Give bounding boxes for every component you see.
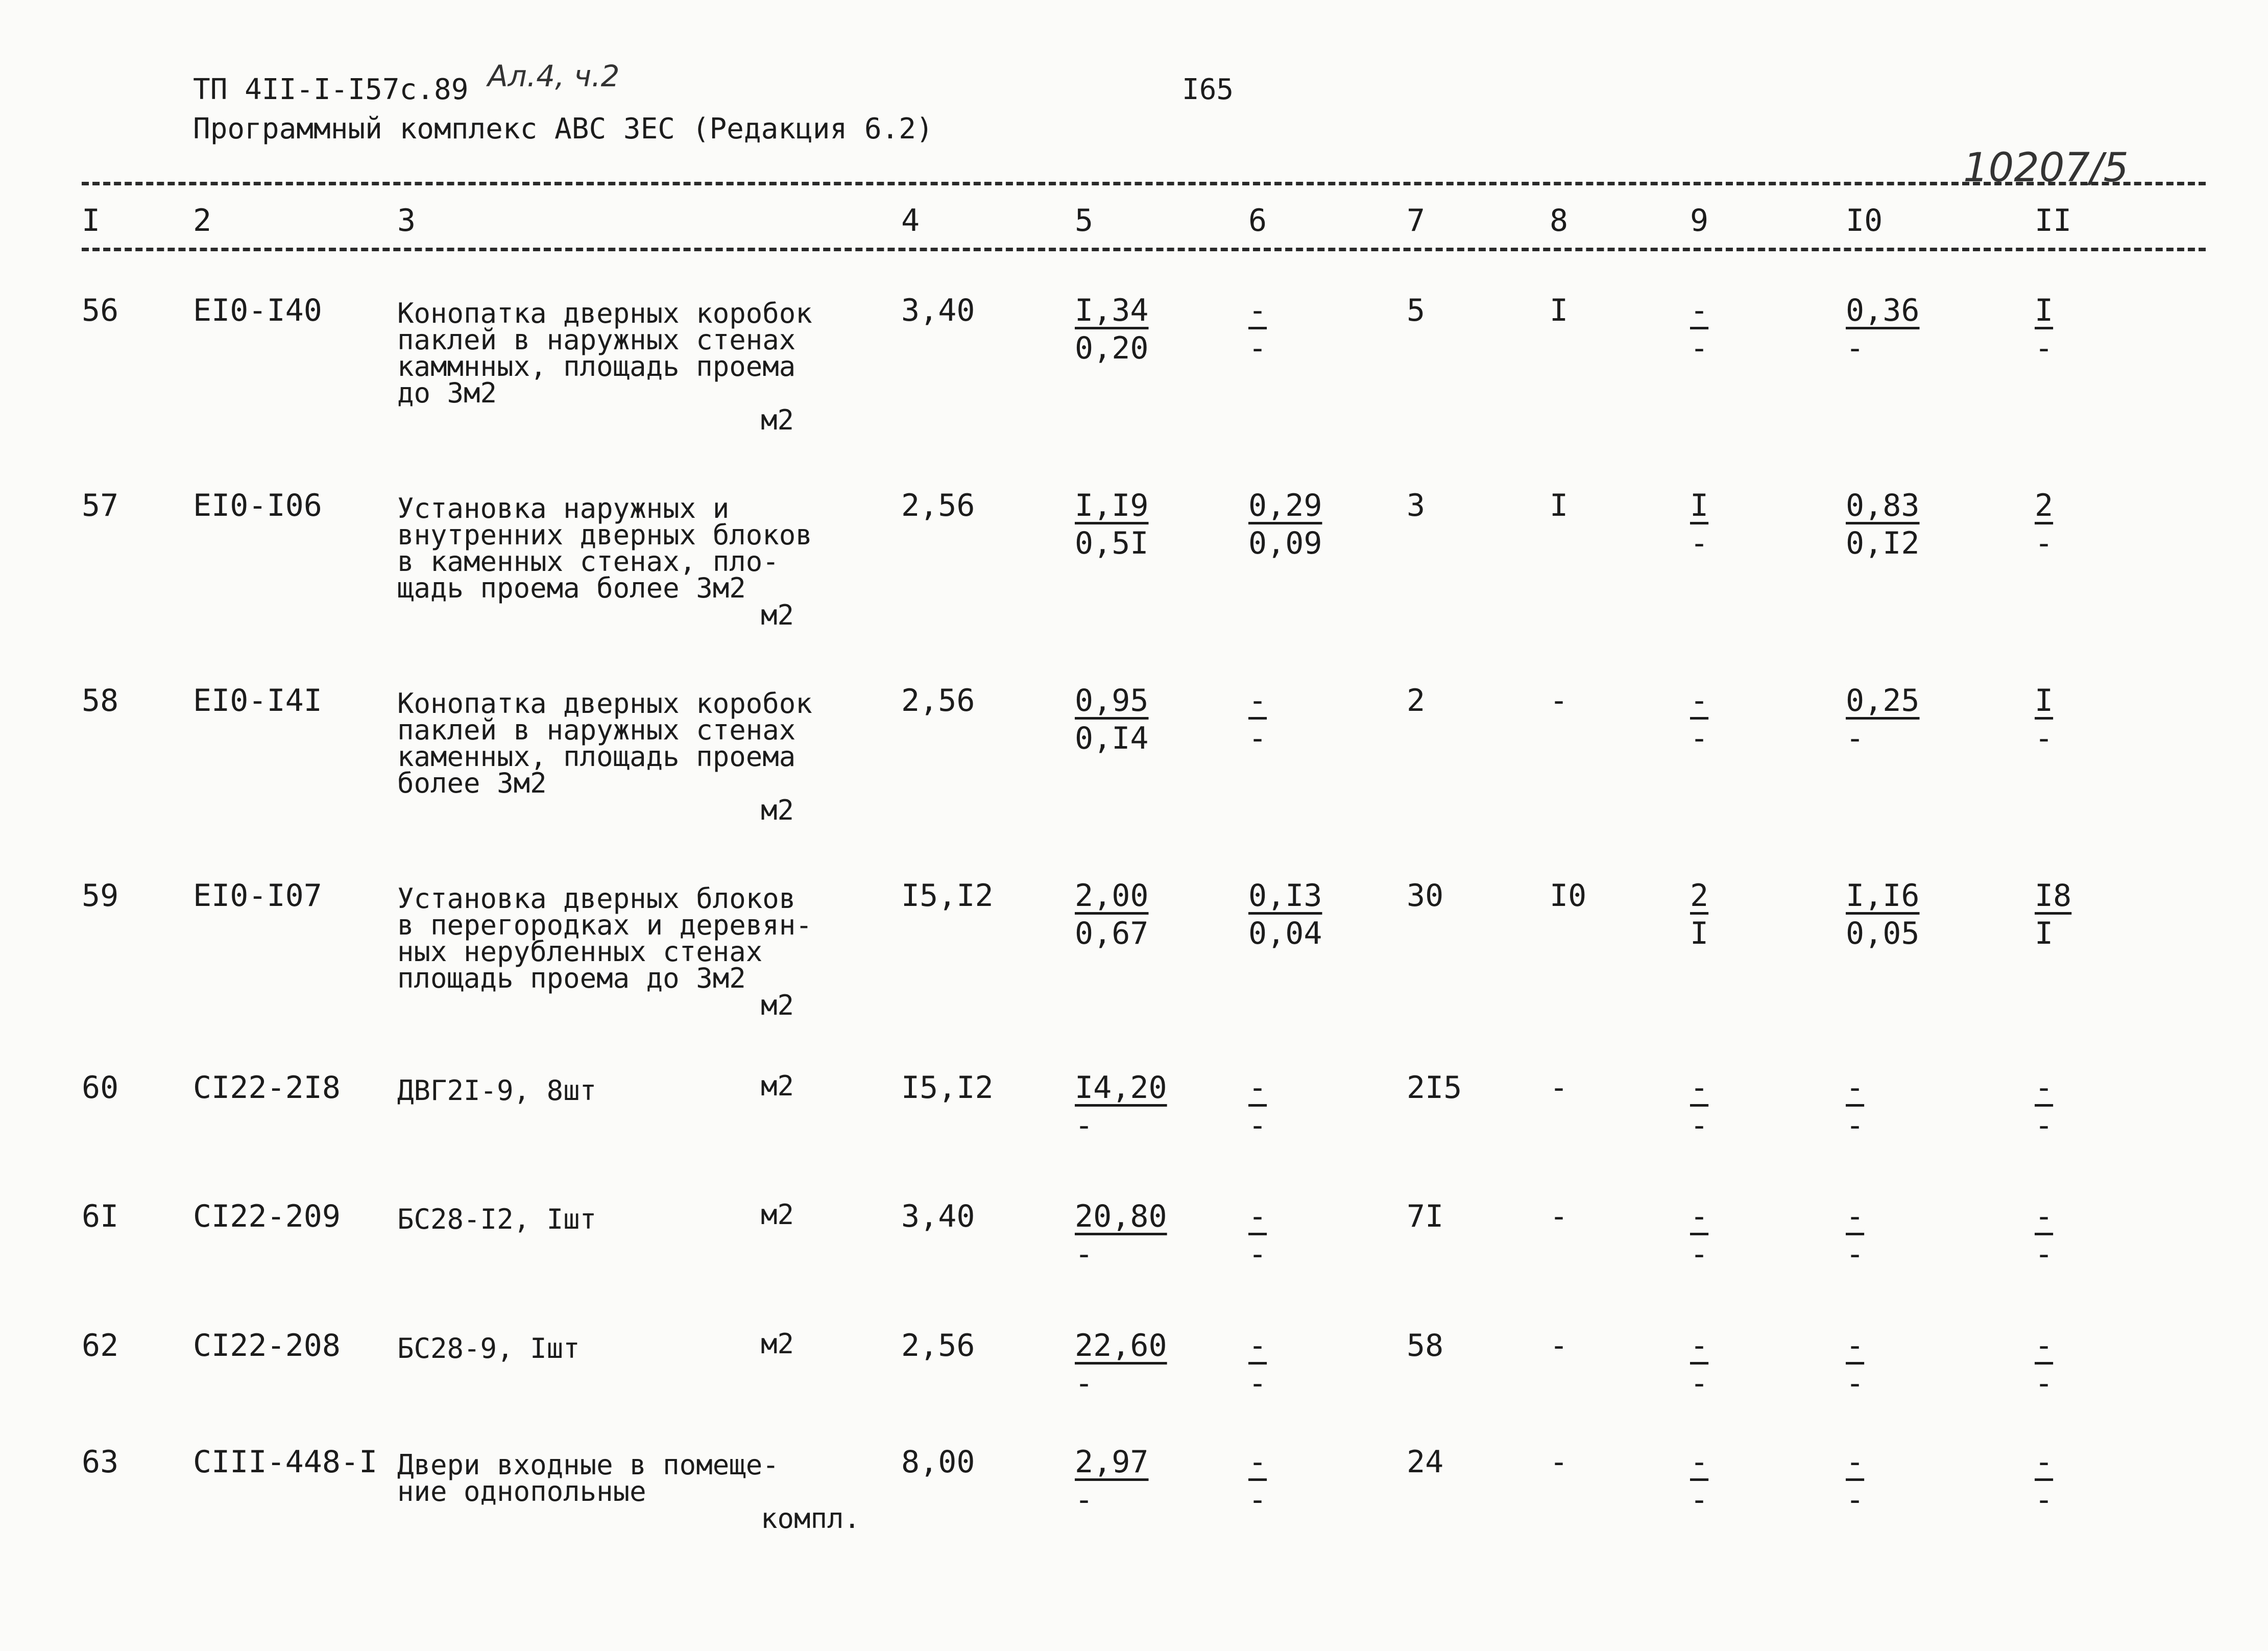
col-header-10: I0: [1846, 203, 1883, 238]
fraction-c11: [2035, 295, 2147, 371]
fraction-denominator: -: [1846, 1482, 1865, 1518]
work-description: [397, 1449, 779, 1508]
fraction-denominator: 0,I2: [1846, 525, 1920, 561]
value-col7: 2: [1407, 683, 1426, 719]
fraction-c6: [1248, 490, 1361, 566]
fraction-c5: [1075, 490, 1187, 566]
col-header-4: 4: [901, 203, 920, 238]
fraction-denominator: -: [1846, 1236, 1865, 1272]
unit-of-measure: м2: [761, 404, 794, 436]
fraction-numerator: -: [2035, 1444, 2054, 1480]
row-number: 63: [82, 1444, 119, 1480]
col-header-1: I: [82, 203, 101, 238]
value-col8: -: [1550, 1444, 1569, 1480]
fraction-denominator: I: [2035, 916, 2054, 951]
handwritten-reference: Ал.4, ч.2: [488, 59, 620, 93]
fraction-c10: [1846, 1330, 1958, 1406]
fraction-denominator: -: [1690, 1366, 1709, 1401]
fraction-c6: [1248, 1444, 1361, 1522]
fraction-denominator: 0,67: [1075, 916, 1149, 951]
value-col7: 30: [1407, 878, 1444, 914]
fraction-c5: [1075, 1444, 1187, 1522]
fraction-c10: [1846, 880, 1958, 956]
fraction-numerator: 2,97: [1075, 1444, 1149, 1480]
value-col8: -: [1550, 683, 1569, 719]
fraction-numerator: -: [2035, 1328, 2054, 1363]
table-row: [0, 490, 2268, 674]
quantity: 3,40: [901, 293, 975, 328]
description-line: каменных, площадь проема: [397, 740, 796, 773]
work-description: [397, 1332, 580, 1365]
fraction-numerator: I: [2035, 293, 2054, 328]
fraction-denominator: -: [1075, 1236, 1094, 1272]
col-header-6: 6: [1248, 203, 1267, 238]
norm-code: CI22-208: [193, 1328, 341, 1363]
fraction-numerator: I,I6: [1846, 878, 1920, 914]
fraction-c11: [2035, 880, 2147, 956]
fraction-c9: [1690, 1201, 1802, 1277]
description-line: каммнных, площадь проема: [397, 350, 796, 382]
fraction-c11: [2035, 1072, 2147, 1148]
norm-code: CIII-448-I: [193, 1444, 378, 1480]
fraction-numerator: 2: [1690, 878, 1709, 914]
work-description: [397, 297, 812, 409]
quantity: 3,40: [901, 1199, 975, 1234]
work-description: [397, 1074, 597, 1107]
fraction-numerator: I8: [2035, 878, 2072, 914]
handwritten-stamp: 10207/5: [1963, 145, 2129, 191]
description-line: Конопатка дверных коробок: [397, 687, 812, 720]
fraction-c11: [2035, 1444, 2147, 1522]
fraction-numerator: -: [1846, 1444, 1865, 1480]
fraction-numerator: -: [1690, 1070, 1709, 1106]
fraction-numerator: -: [1846, 1199, 1865, 1234]
row-number: 59: [82, 878, 119, 914]
fraction-denominator: 0,09: [1248, 525, 1322, 561]
fraction-denominator: -: [1248, 1236, 1267, 1272]
norm-code: EI0-I40: [193, 293, 322, 328]
document-code: ТП 4II-I-I57с.89: [193, 73, 469, 106]
quantity: I5,I2: [901, 878, 994, 914]
fraction-denominator: -: [1846, 1366, 1865, 1401]
fraction-denominator: -: [1846, 1108, 1865, 1143]
fraction-numerator: 0,83: [1846, 488, 1920, 523]
unit-of-measure: м2: [761, 794, 794, 826]
col-header-8: 8: [1550, 203, 1569, 238]
fraction-denominator: -: [1690, 1236, 1709, 1272]
quantity: 2,56: [901, 488, 975, 523]
description-line: Конопатка дверных коробок: [397, 297, 812, 329]
fraction-numerator: 2,00: [1075, 878, 1149, 914]
description-line: паклей в наружных стенах: [397, 324, 796, 356]
fraction-numerator: -: [1248, 1199, 1267, 1234]
row-number: 56: [82, 293, 119, 328]
description-line: в каменных стенах, пло-: [397, 545, 779, 578]
fraction-denominator: -: [1075, 1366, 1094, 1401]
fraction-numerator: -: [1846, 1328, 1865, 1363]
unit-of-measure: м2: [761, 599, 794, 631]
fraction-denominator: 0,20: [1075, 330, 1149, 366]
col-header-2: 2: [193, 203, 212, 238]
fraction-numerator: -: [1248, 1444, 1267, 1480]
fraction-denominator: -: [1846, 330, 1865, 366]
fraction-denominator: 0,5I: [1075, 525, 1149, 561]
fraction-c9: [1690, 490, 1802, 566]
value-col7: 24: [1407, 1444, 1444, 1480]
fraction-denominator: -: [2035, 525, 2054, 561]
value-col7: 2I5: [1407, 1070, 1462, 1106]
fraction-denominator: -: [1690, 1108, 1709, 1143]
fraction-denominator: -: [1846, 721, 1865, 756]
fraction-c6: [1248, 685, 1361, 761]
unit-of-measure: м2: [761, 989, 794, 1021]
unit-of-measure: м2: [761, 1328, 794, 1360]
norm-code: CI22-209: [193, 1199, 341, 1234]
row-number: 57: [82, 488, 119, 523]
fraction-c11: [2035, 1330, 2147, 1406]
fraction-numerator: 0,29: [1248, 488, 1322, 523]
fraction-denominator: 0,04: [1248, 916, 1322, 951]
fraction-denominator: -: [1690, 330, 1709, 366]
fraction-c11: [2035, 1201, 2147, 1277]
quantity: 8,00: [901, 1444, 975, 1480]
description-line: до 3м2: [397, 377, 497, 409]
fraction-numerator: 0,25: [1846, 683, 1920, 719]
table-row: [0, 295, 2268, 479]
unit-of-measure: компл.: [761, 1502, 861, 1535]
fraction-numerator: -: [1690, 683, 1709, 719]
norm-code: EI0-I07: [193, 878, 322, 914]
description-line: Установка наружных и: [397, 492, 730, 524]
fraction-numerator: 20,80: [1075, 1199, 1167, 1234]
fraction-c10: [1846, 685, 1958, 761]
table-row: [0, 1444, 2268, 1631]
description-line: ДВГ2I-9, 8шт: [397, 1074, 597, 1107]
fraction-c10: [1846, 1444, 1958, 1522]
fraction-denominator: -: [1248, 1366, 1267, 1401]
norm-code: EI0-I4I: [193, 683, 322, 719]
col-header-5: 5: [1075, 203, 1094, 238]
value-col8: -: [1550, 1199, 1569, 1234]
fraction-numerator: -: [2035, 1199, 2054, 1234]
fraction-denominator: -: [1248, 721, 1267, 756]
fraction-c10: [1846, 295, 1958, 371]
fraction-numerator: -: [1690, 293, 1709, 328]
fraction-denominator: -: [2035, 1236, 2054, 1272]
table-row: [0, 685, 2268, 869]
fraction-numerator: I4,20: [1075, 1070, 1167, 1106]
fraction-c9: [1690, 685, 1802, 761]
col-header-11: II: [2035, 203, 2072, 238]
fraction-numerator: -: [1248, 1328, 1267, 1363]
col-header-3: 3: [397, 203, 416, 238]
fraction-denominator: -: [2035, 721, 2054, 756]
work-description: [397, 492, 812, 604]
row-number: 6I: [82, 1199, 119, 1234]
fraction-denominator: I: [1690, 916, 1709, 951]
value-col7: 5: [1407, 293, 1426, 328]
software-caption: Программный комплекс АВС ЗЕС (Редакция 6.2): [193, 112, 933, 146]
description-line: паклей в наружных стенах: [397, 714, 796, 746]
fraction-denominator: -: [1248, 330, 1267, 366]
description-line: более 3м2: [397, 767, 547, 799]
value-col7: 7I: [1407, 1199, 1444, 1234]
fraction-c9: [1690, 1072, 1802, 1148]
fraction-c6: [1248, 295, 1361, 371]
page-number: I65: [1182, 73, 1234, 106]
fraction-numerator: I,I9: [1075, 488, 1149, 523]
value-col8: -: [1550, 1328, 1569, 1363]
value-col7: 3: [1407, 488, 1426, 523]
fraction-numerator: -: [1690, 1328, 1709, 1363]
description-line: БС28-I2, Iшт: [397, 1203, 597, 1235]
fraction-c9: [1690, 1330, 1802, 1406]
work-description: [397, 1203, 597, 1235]
fraction-denominator: -: [1690, 525, 1709, 561]
description-line: БС28-9, Iшт: [397, 1332, 580, 1365]
description-line: в перегородках и деревян-: [397, 909, 812, 941]
fraction-c6: [1248, 1072, 1361, 1148]
fraction-denominator: 0,I4: [1075, 721, 1149, 756]
col-header-9: 9: [1690, 203, 1709, 238]
fraction-denominator: -: [1075, 1482, 1094, 1518]
fraction-numerator: -: [1248, 1070, 1267, 1106]
fraction-c5: [1075, 1330, 1187, 1406]
fraction-numerator: -: [1248, 683, 1267, 719]
quantity: 2,56: [901, 683, 975, 719]
fraction-numerator: I: [1690, 488, 1709, 523]
description-line: ние однопольные: [397, 1475, 646, 1508]
fraction-denominator: 0,05: [1846, 916, 1920, 951]
quantity: 2,56: [901, 1328, 975, 1363]
fraction-c10: [1846, 490, 1958, 566]
fraction-c5: [1075, 685, 1187, 761]
fraction-c9: [1690, 295, 1802, 371]
fraction-numerator: -: [1690, 1199, 1709, 1234]
fraction-denominator: -: [2035, 1108, 2054, 1143]
description-line: ных нерубленных стенах: [397, 936, 763, 968]
fraction-numerator: 0,I3: [1248, 878, 1322, 914]
fraction-numerator: -: [2035, 1070, 2054, 1106]
description-line: Двери входные в помеще-: [397, 1449, 779, 1481]
description-line: щадь проема более 3м2: [397, 572, 746, 604]
fraction-c5: [1075, 295, 1187, 371]
fraction-numerator: 22,60: [1075, 1328, 1167, 1363]
fraction-denominator: -: [2035, 330, 2054, 366]
work-description: [397, 687, 812, 799]
table-top-rule: [82, 182, 2206, 185]
fraction-numerator: -: [1846, 1070, 1865, 1106]
unit-of-measure: м2: [761, 1070, 794, 1102]
fraction-c6: [1248, 880, 1361, 956]
description-line: внутренних дверных блоков: [397, 519, 812, 551]
fraction-numerator: -: [1690, 1444, 1709, 1480]
row-number: 60: [82, 1070, 119, 1106]
fraction-c11: [2035, 490, 2147, 566]
fraction-c5: [1075, 880, 1187, 956]
fraction-c10: [1846, 1201, 1958, 1277]
fraction-numerator: 0,95: [1075, 683, 1149, 719]
fraction-c9: [1690, 1444, 1802, 1522]
value-col8: I0: [1550, 878, 1587, 914]
fraction-c10: [1846, 1072, 1958, 1148]
value-col8: I: [1550, 488, 1569, 523]
fraction-numerator: 0,36: [1846, 293, 1920, 328]
fraction-denominator: -: [2035, 1482, 2054, 1518]
fraction-c6: [1248, 1201, 1361, 1277]
norm-code: EI0-I06: [193, 488, 322, 523]
fraction-denominator: -: [1690, 1482, 1709, 1518]
fraction-denominator: -: [1248, 1108, 1267, 1143]
norm-code: CI22-2I8: [193, 1070, 341, 1106]
description-line: Установка дверных блоков: [397, 882, 796, 915]
fraction-c6: [1248, 1330, 1361, 1406]
fraction-denominator: -: [1248, 1482, 1267, 1518]
value-col8: -: [1550, 1070, 1569, 1106]
table-row: [0, 880, 2268, 1064]
unit-of-measure: м2: [761, 1199, 794, 1231]
fraction-denominator: -: [1075, 1108, 1094, 1143]
fraction-denominator: -: [1690, 721, 1709, 756]
row-number: 62: [82, 1328, 119, 1363]
description-line: площадь проема до 3м2: [397, 962, 746, 994]
fraction-numerator: I,34: [1075, 293, 1149, 328]
table-header-rule: [82, 248, 2206, 251]
col-header-7: 7: [1407, 203, 1426, 238]
value-col8: I: [1550, 293, 1569, 328]
fraction-c5: [1075, 1072, 1187, 1148]
quantity: I5,I2: [901, 1070, 994, 1106]
fraction-c9: [1690, 880, 1802, 956]
fraction-c5: [1075, 1201, 1187, 1277]
fraction-numerator: 2: [2035, 488, 2054, 523]
row-number: 58: [82, 683, 119, 719]
fraction-c11: [2035, 685, 2147, 761]
fraction-numerator: -: [1248, 293, 1267, 328]
work-description: [397, 882, 812, 994]
fraction-numerator: I: [2035, 683, 2054, 719]
fraction-denominator: -: [2035, 1366, 2054, 1401]
value-col7: 58: [1407, 1328, 1444, 1363]
